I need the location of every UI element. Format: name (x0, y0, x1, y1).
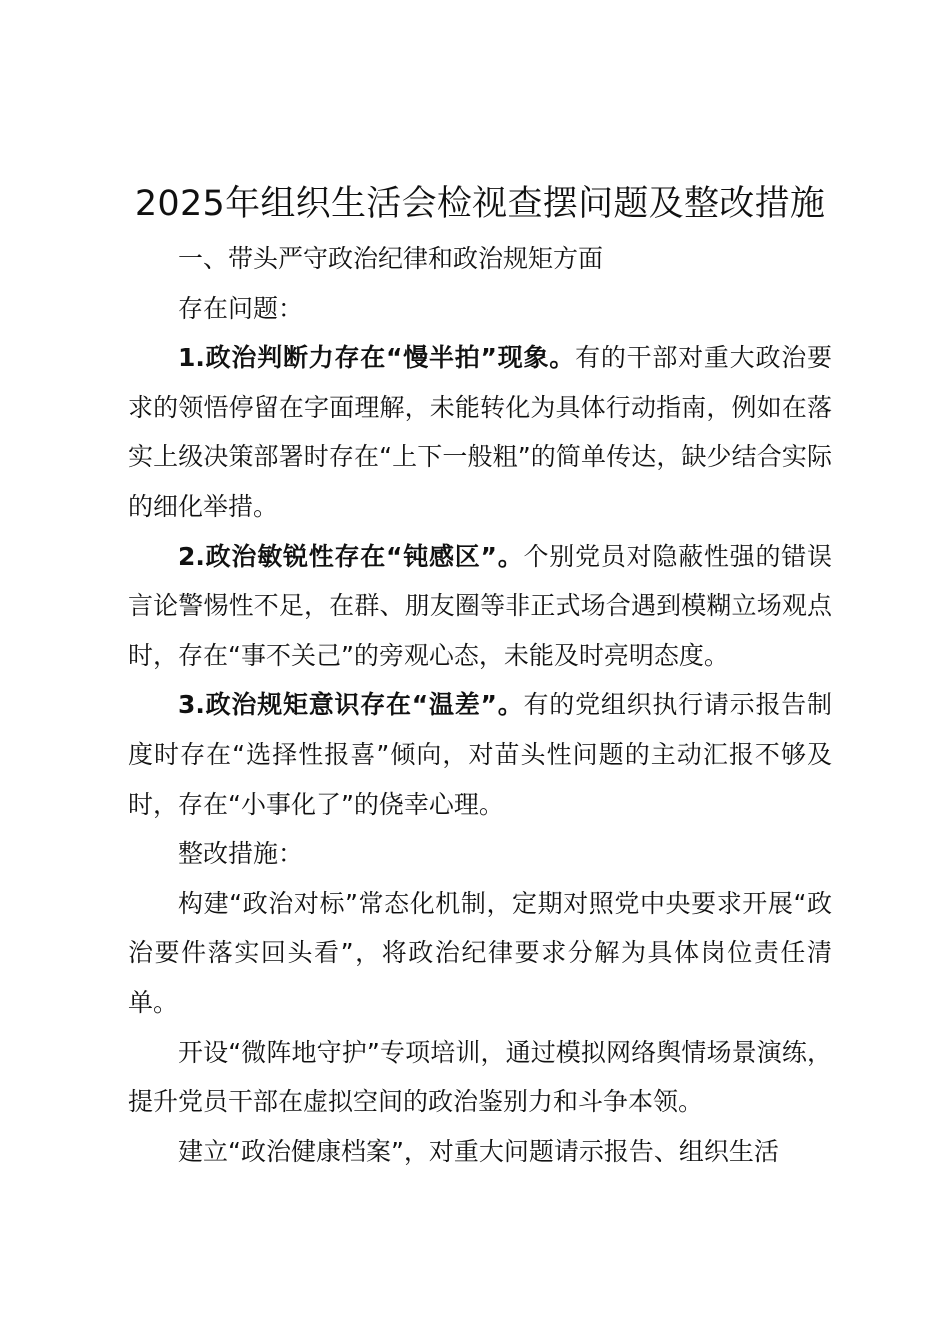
problem-paragraph-3 (128, 680, 832, 829)
problem-text-3: 有的党组织执行请示报告制度时存在“选择性报喜”倾向，对苗头性问题的主动汇报不够及时，存在“小事化了”的侥幸心理。 (128, 690, 832, 819)
problem-text-1: 有的干部对重大政治要求的领悟停留在字面理解，未能转化为具体行动指南，例如在落实上级决策部署时存在“上下一般粗”的简单传达，缺少结合实际的细化举措。 (128, 343, 832, 521)
measure-paragraph-3: 建立“政治健康档案”，对重大问题请示报告、组织生活 (178, 1136, 779, 1166)
problem-lead-1: 1.政治判断力存在“慢半拍”现象。 (178, 343, 576, 373)
section-heading: 一、带头严守政治纪律和政治规矩方面 (178, 244, 604, 273)
problem-lead-2: 2.政治敏锐性存在“钝感区”。 (178, 541, 524, 571)
measure-paragraph-2: 开设“微阵地守护”专项培训，通过模拟网络舆情场景演练，提升党员干部在虚拟空间的政治鉴别力和斗争本领。 (128, 1037, 832, 1117)
document-page (128, 180, 832, 1176)
problem-paragraph-1 (128, 333, 832, 531)
problem-paragraph-2 (128, 532, 832, 681)
problem-text-2: 个别党员对隐蔽性强的错误言论警惕性不足，在群、朋友圈等非正式场合遇到模糊立场观点时，存在“事不关己”的旁观心态，未能及时亮明态度。 (128, 541, 832, 670)
measures-label: 整改措施： (178, 839, 304, 869)
problems-label: 存在问题： (178, 293, 304, 323)
measure-paragraph-1: 构建“政治对标”常态化机制，定期对照党中央要求开展“政治要件落实回头看”，将政治纪律要求分解为具体岗位责任清单。 (128, 888, 832, 1017)
problem-lead-3: 3.政治规矩意识存在“温差”。 (178, 690, 524, 720)
document-title: 2025年组织生活会检视查摆问题及整改措施 (134, 184, 826, 224)
